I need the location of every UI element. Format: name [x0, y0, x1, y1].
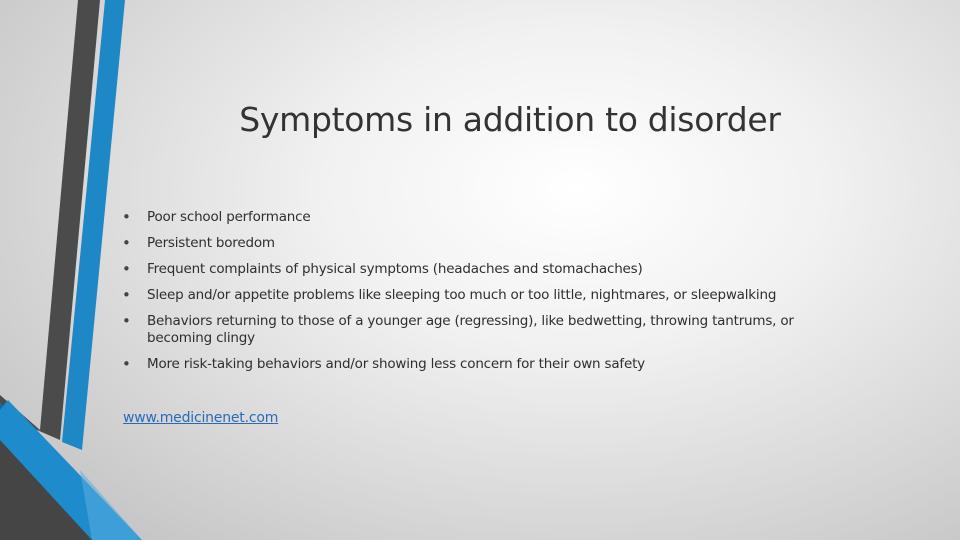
list-item-text: More risk-taking behaviors and/or showing less concern for their own safety	[147, 356, 645, 372]
list-item	[122, 235, 842, 252]
list-item-text: Poor school performance	[147, 209, 311, 225]
bullet-icon: •	[122, 286, 131, 304]
bullet-icon: •	[122, 355, 131, 373]
list-item-text: Frequent complaints of physical symptoms (headaches and stomachaches)	[147, 261, 643, 277]
bullet-icon: •	[122, 312, 131, 330]
bullet-icon: •	[122, 208, 131, 226]
symptom-list	[122, 204, 842, 373]
bullet-icon: •	[122, 260, 131, 278]
list-item	[122, 209, 842, 226]
source-link[interactable]: www.medicinenet.com	[123, 410, 279, 426]
bullet-icon: •	[122, 234, 131, 252]
list-item	[122, 313, 842, 347]
list-item-text: Behaviors returning to those of a younger age (regressing), like bedwetting, throwing tantrums, or becoming clingy	[147, 313, 794, 346]
list-item-text: Persistent boredom	[147, 235, 275, 251]
slide-title: Symptoms in addition to disorder	[239, 100, 781, 139]
list-item-text: Sleep and/or appetite problems like sleeping too much or too little, nightmares, or sleepwalking	[147, 287, 777, 303]
list-item	[122, 261, 842, 278]
list-item	[122, 287, 842, 304]
list-item	[122, 356, 842, 373]
